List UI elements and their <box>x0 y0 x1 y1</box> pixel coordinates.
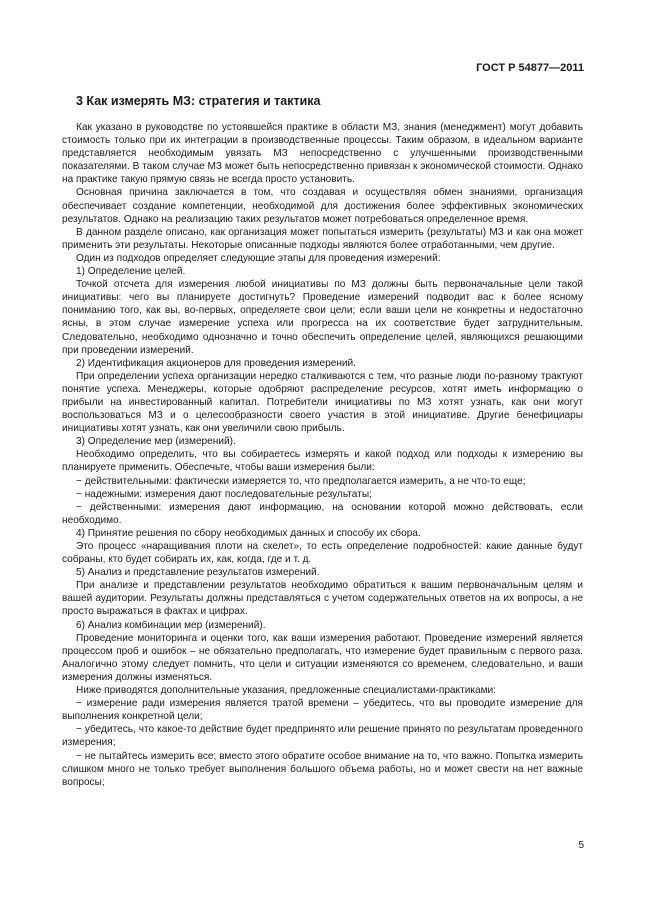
list-item: − убедитесь, что какое-то действие будет предпринято или решение принято по результатам проведенного измерения; <box>62 724 583 749</box>
body-text <box>62 121 583 789</box>
section-title: 3 Как измерять МЗ: стратегия и тактика <box>76 94 321 108</box>
paragraph: Один из подходов определяет следующие этапы для проведения измерений: <box>76 252 441 264</box>
paragraph: Это процесс «наращивания плоти на скелет», то есть определение подробностей: какие данные будут собраны, кто будет собирать их, как, когда, где и т. д. <box>62 541 583 566</box>
paragraph: Проведение мониторинга и оценки того, как ваши измерения работают. Проведение измерений является процессом проб и ошибок – не обязательно предполагать, что измерение будет правильным с первого раза. Аналогично этому следует помнить, что цели и ситуации изменяются со временем, следовательно, и ваши измерения должны изменяться. <box>62 632 583 683</box>
paragraph: При определении успеха организации нередко сталкиваются с тем, что разные люди по-разному трактуют понятие успеха. Менеджеры, которые одобряют распределение ресурсов, хотят иметь информацию о прибыли на инвестированный капитал. Потребители инициативы по МЗ хотят узнать, как они могут воспользоваться МЗ и о целесообразности своего участия в этой инициативе. Другие бенефициары инициативы хотят узнать, как они увеличили свою прибыль. <box>62 370 583 435</box>
list-item: − измерение ради измерения является тратой времени – убедитесь, что вы проводите измерение для выполнения конкретной цели; <box>62 698 583 723</box>
step-heading-4: 4) Принятие решения по сбору необходимых данных и способу их сбора. <box>76 527 421 539</box>
paragraph: В данном разделе описано, как организация может попытаться измерить (результаты) МЗ и как она может применить эти результаты. Некоторые описанные подходы являются более отработанными, чем другие. <box>62 226 583 251</box>
paragraph: Как указано в руководстве по устоявшейся практике в области МЗ, знания (менеджмент) могут добавить стоимость только при их интеграции в производственные процессы. Таким образом, в идеальном варианте представляется необходимым увязать МЗ непосредственно с улучшенными производственными показателями. В таком случае МЗ может быть непосредственно привязан к экономической стоимости. Однако на практике такую прямую связь не всегда просто установить. <box>62 122 583 186</box>
step-heading-6: 6) Анализ комбинации мер (измерений). <box>76 619 266 631</box>
step-heading-1: 1) Определение целей. <box>76 266 186 278</box>
paragraph: Ниже приводятся дополнительные указания, предложенные специалистами-практиками: <box>76 685 496 697</box>
page-number: 5 <box>578 840 584 851</box>
step-heading-2: 2) Идентификация акционеров для проведения измерений. <box>76 357 356 369</box>
step-heading-3: 3) Определение мер (измерений). <box>76 436 236 448</box>
paragraph: Точкой отсчета для измерения любой инициативы по МЗ должны быть первоначальные цели такой инициативы: чего вы планируете достигнуть? Проведение измерений подводит вас к более ясному пониманию того, как вы, во-первых, определяете свои цели; если ваши цели не конкретны и недостаточно ясны, в этом случае измерение успеха или прогресса на их соответствие будет затруднительным. Следовательно, необходимо однозначно и точно обеспечить определение целей, являющихся решающими при проведении измерений. <box>62 279 583 356</box>
paragraph: При анализе и представлении результатов необходимо обратиться к вашим первоначальным целям и вашей аудитории. Результаты должны представляться с учетом содержательных ответов на их вопросы, а не просто выражаться в фактах и цифрах. <box>62 580 583 618</box>
list-item: − действенными: измерения дают информацию, на основании которой можно действовать, если необходимо. <box>62 501 583 526</box>
list-item: − действительными: фактически измеряется то, что предполагается измерить, а не что-то еще; <box>76 475 526 487</box>
paragraph: Необходимо определить, что вы собираетесь измерять и какой подход или подходы к измерению вы планируете применить. Обеспечьте, чтобы ваши измерения были: <box>62 449 583 474</box>
list-item: − не пытайтесь измерить все; вместо этого обратите особое внимание на то, что важно. Попытка измерить слишком много не только требует выполнения большого объема работы, но и может свести на нет важные вопросы; <box>62 750 583 788</box>
paragraph: Основная причина заключается в том, что создавая и осуществляя обмен знаниями, организация обеспечивает создание компетенции, необходимой для достижения более эффективных экономических результатов. Однако на реализацию таких результатов может потребоваться определенное время. <box>62 187 583 225</box>
list-item: − надежными: измерения дают последовательные результаты; <box>76 488 372 500</box>
step-heading-5: 5) Анализ и представление результатов измерений. <box>76 567 320 579</box>
document-code: ГОСТ Р 54877—2011 <box>476 62 584 74</box>
